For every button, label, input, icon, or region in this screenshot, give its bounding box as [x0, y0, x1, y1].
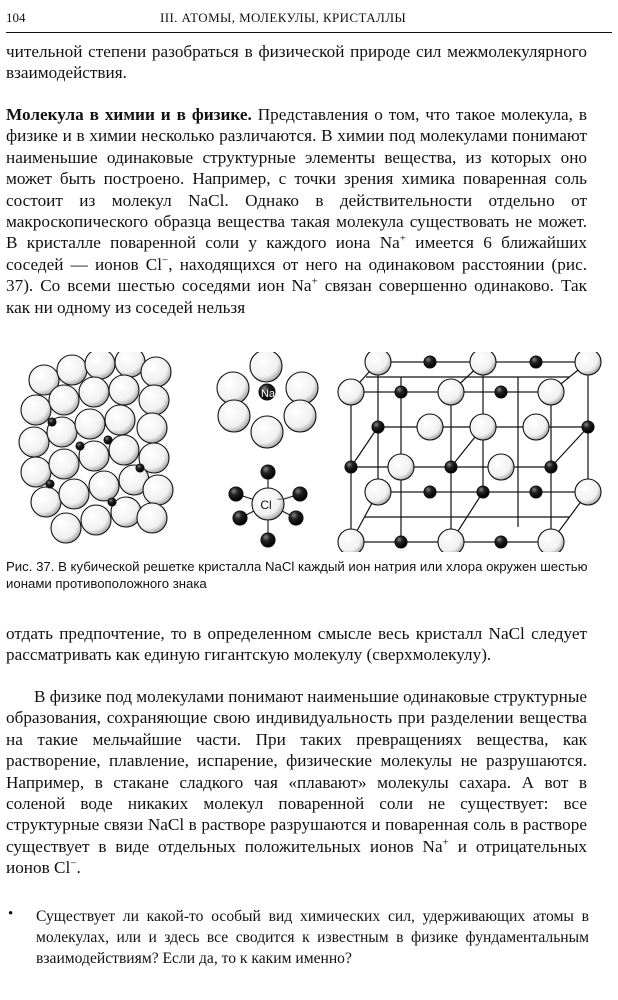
paragraph-physics-molecules [6, 686, 587, 879]
page-header [0, 0, 618, 36]
figure-37 [6, 352, 610, 552]
text-run: . [76, 858, 81, 878]
sodium-coordination-model [217, 352, 318, 448]
superscript: − [162, 254, 169, 267]
superscript: + [442, 836, 449, 849]
packed-crystal-model [19, 352, 173, 543]
chlorine-charge: − [277, 494, 283, 504]
page-number: 104 [6, 10, 26, 25]
sodium-label: Na [260, 388, 276, 400]
paragraph-molecule-section [6, 104, 587, 318]
text-run: В физике под молекулами понимают наименьшие одинаковые структурные образования, сохраняющие свою индивидуальность при разделении вещества на такие мельчайшие части. При таких превращениях вещества, как растворение, плавление, испарение, физические молекулы не разрушаются. Например, в стакане сладкого чая «плавают» молекулы сахара. А вот в соленой воде никаких молекул поваренной соли не существует: все структурные связи NaCl в растворе разрушаются и поваренная соль в растворе существует в виде отдельных положительных ионов Na [6, 687, 587, 856]
text-run: имеется 6 ближайших соседей — ионов Cl [6, 233, 587, 274]
crystal-illustrations [6, 352, 610, 552]
superscript: + [311, 275, 318, 288]
superscript: − [70, 857, 77, 870]
superscript: + [399, 232, 406, 245]
paragraph-continued: чительной степени разобраться в физической природе сил межмолекулярного взаимодействия. [6, 42, 587, 83]
chlorine-label: Cl [260, 498, 272, 512]
figure-caption: Рис. 37. В кубической решетке кристалла NaCl каждый ион натрия или хлора окружен шестью ионами противоположного знака [6, 559, 588, 591]
section-heading: Молекула в химии и в физике. [6, 105, 252, 124]
question-text: Существует ли какой-то особый вид химических сил, удерживающих атомы в молекулах, или и здесь все сводится к известным в физике фундаментальным взаимодействиям? Если да, то к каким именно? [36, 908, 589, 967]
paragraph-supermolecule: отдать предпочтение, то в определенном смысле весь кристалл NaCl следует рассматривать как единую гигантскую молекулу (сверхмолекулу). [6, 624, 587, 665]
chlorine-coordination-model [229, 465, 307, 547]
header-rule [6, 32, 612, 33]
running-head: III. АТОМЫ, МОЛЕКУЛЫ, КРИСТАЛЛЫ [160, 10, 407, 25]
text-run: , находящихся от него на одинаковом расстоянии (рис. 37). Со всеми шестью соседями ион Na [6, 254, 587, 296]
text-run: и отрицательных ионов Cl [6, 836, 587, 878]
text-run: Представления о том, что такое молекула, в физике и в химии несколько различаются. В химии под молекулами понимают наименьшие одинаковые структурные элементы вещества, из которых оно может быть построено. Например, с точки зрения химика поваренная соль состоит из молекул NaCl. Однако в действительности отдельно от макроскопического образца вещества такая молекула существовать не может. В кристалле поваренной соли у каждого иона Na [6, 105, 587, 253]
bullet-icon: • [8, 906, 14, 922]
text-run: связан совершенно одинаково. Так как ни одному из соседей нельзя [6, 276, 587, 317]
